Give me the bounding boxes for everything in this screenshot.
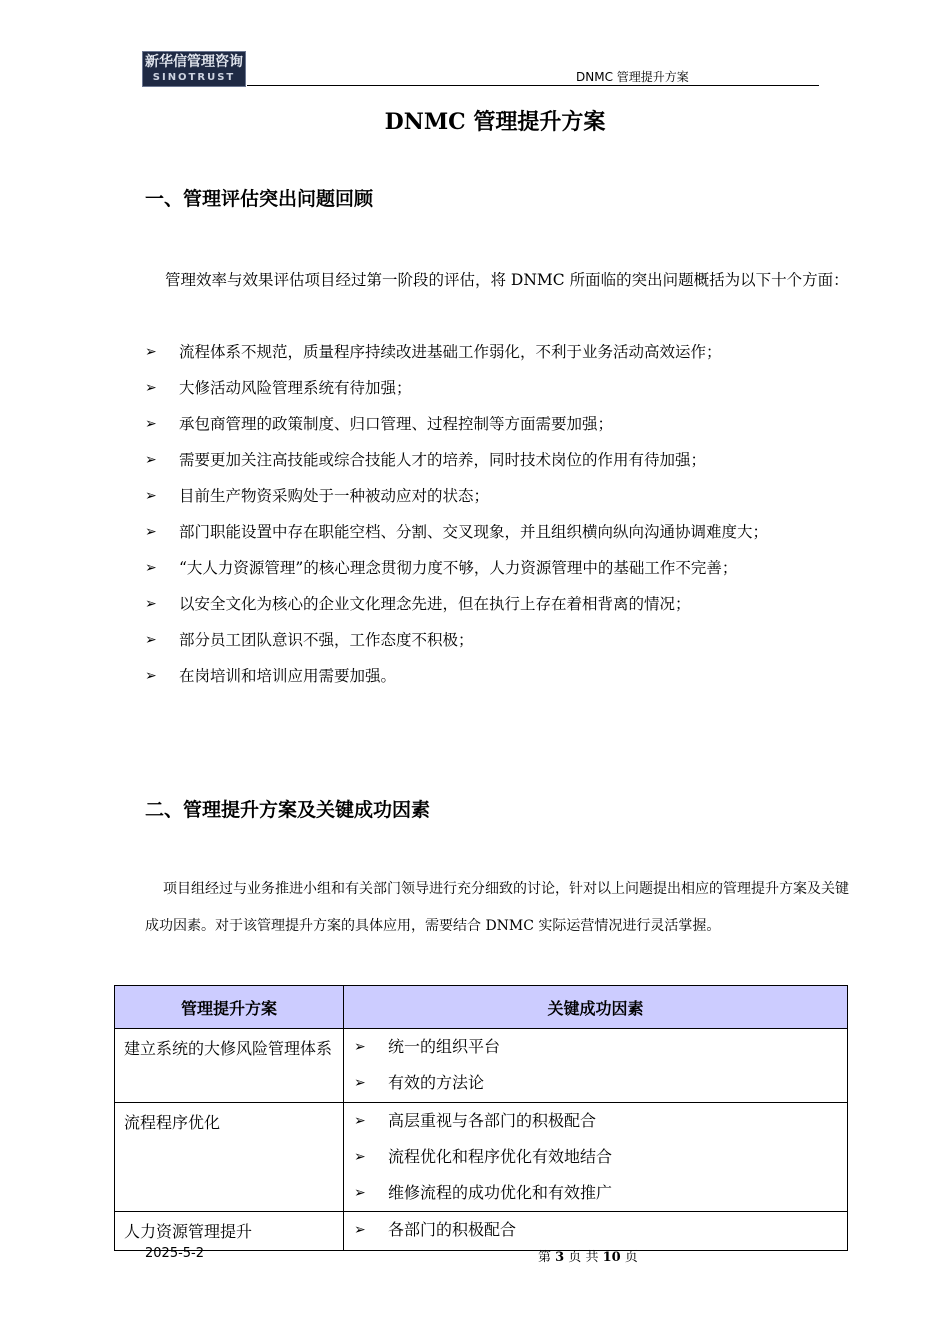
factor-item (354, 1029, 847, 1065)
factors-cell (344, 1029, 848, 1103)
problem-text: 在岗培训和培训应用需要加强。 (179, 667, 397, 685)
arrow-bullet-icon: ➢ (145, 524, 157, 540)
section2-intro: 项目组经过与业务推进小组和有关部门领导进行充分细致的讨论，针对以上问题提出相应的管理提升方案及关键成功因素。对于该管理提升方案的具体应用，需要结合 DNMC 实际运营情况进行灵活掌握。 (145, 881, 849, 934)
problem-list-item (145, 550, 853, 586)
arrow-bullet-icon: ➢ (145, 632, 157, 648)
plan-cell (115, 1103, 344, 1212)
section1-heading: 一、管理评估突出问题回顾 (145, 188, 374, 210)
problem-list-item (145, 658, 853, 694)
arrow-bullet-icon: ➢ (354, 1075, 366, 1091)
factor-item (354, 1065, 847, 1101)
problem-list-item (145, 514, 853, 550)
factor-list (344, 1103, 847, 1211)
footer-page-number (538, 1246, 638, 1265)
factor-text: 高层重视与各部门的积极配合 (388, 1111, 597, 1130)
arrow-bullet-icon: ➢ (145, 488, 157, 504)
running-title: DNMC 管理提升方案 (576, 70, 689, 84)
table-header-plan: 管理提升方案 (115, 986, 344, 1029)
problem-text: 需要更加关注高技能或综合技能人才的培养，同时技术岗位的作用有待加强； (179, 451, 707, 469)
arrow-bullet-icon: ➢ (354, 1113, 366, 1129)
page-prefix: 第 (538, 1250, 552, 1265)
problem-text: 部分员工团队意识不强，工作态度不积极； (179, 631, 474, 649)
problem-text: 大修活动风险管理系统有待加强； (179, 379, 412, 397)
factors-cell (344, 1103, 848, 1212)
problem-text: 部门职能设置中存在职能空档、分割、交叉现象，并且组织横向纵向沟通协调难度大； (179, 523, 769, 541)
page-total: 10 (602, 1250, 621, 1265)
section1-problem-list (145, 334, 853, 694)
factors-cell (344, 1212, 848, 1251)
document-title: DNMC 管理提升方案 (384, 109, 606, 135)
factor-text: 统一的组织平台 (388, 1037, 501, 1056)
arrow-bullet-icon: ➢ (145, 596, 157, 612)
factor-item (354, 1175, 847, 1211)
page-suffix: 页 (624, 1250, 638, 1265)
plan-factor-table (114, 985, 848, 1251)
arrow-bullet-icon: ➢ (145, 668, 157, 684)
plan-text: 建立系统的大修风险管理体系 (124, 1039, 333, 1058)
plan-cell (115, 1212, 344, 1251)
problem-text: 目前生产物资采购处于一种被动应对的状态； (179, 487, 490, 505)
factor-item (354, 1212, 847, 1248)
arrow-bullet-icon: ➢ (145, 560, 157, 576)
problem-text: “大人力资源管理”的核心理念贯彻力度不够，人力资源管理中的基础工作不完善； (179, 559, 738, 577)
table-row (115, 1029, 848, 1103)
factor-item (354, 1139, 847, 1175)
table-header-factors: 关键成功因素 (344, 986, 848, 1029)
problem-list-item (145, 406, 853, 442)
company-logo (142, 51, 246, 87)
arrow-bullet-icon: ➢ (354, 1149, 366, 1165)
section2-heading: 二、管理提升方案及关键成功因素 (145, 799, 431, 821)
page-current: 3 (555, 1250, 565, 1265)
page-middle: 页 共 (568, 1250, 599, 1265)
plan-cell (115, 1029, 344, 1103)
factor-text: 各部门的积极配合 (388, 1220, 517, 1239)
section1-intro: 管理效率与效果评估项目经过第一阶段的评估，将 DNMC 所面临的突出问题概括为以下十个方面： (165, 271, 849, 289)
arrow-bullet-icon: ➢ (354, 1222, 366, 1238)
logo-cn-text: 新华信管理咨询 (145, 54, 243, 70)
problem-list-item (145, 622, 853, 658)
factor-item (354, 1103, 847, 1139)
factor-text: 有效的方法论 (388, 1073, 485, 1092)
problem-list-item (145, 370, 853, 406)
arrow-bullet-icon: ➢ (354, 1185, 366, 1201)
factor-list (344, 1029, 847, 1101)
footer-date: 2025-5-2 (145, 1246, 205, 1261)
plan-text: 人力资源管理提升 (124, 1222, 253, 1241)
arrow-bullet-icon: ➢ (145, 452, 157, 468)
problem-list-item (145, 334, 853, 370)
problem-text: 承包商管理的政策制度、归口管理、过程控制等方面需要加强； (179, 415, 614, 433)
table-row (115, 1212, 848, 1251)
factor-list (344, 1212, 847, 1248)
problem-list-item (145, 442, 853, 478)
factor-text: 流程优化和程序优化有效地结合 (388, 1147, 613, 1166)
table-row (115, 1103, 848, 1212)
plan-text: 流程程序优化 (124, 1113, 221, 1132)
arrow-bullet-icon: ➢ (145, 380, 157, 396)
logo-en-text: SINOTRUST (152, 72, 236, 83)
problem-list-item (145, 586, 853, 622)
arrow-bullet-icon: ➢ (145, 416, 157, 432)
problem-list-item (145, 478, 853, 514)
problem-text: 流程体系不规范，质量程序持续改进基础工作弱化，不利于业务活动高效运作； (179, 343, 722, 361)
factor-text: 维修流程的成功优化和有效推广 (388, 1183, 613, 1202)
arrow-bullet-icon: ➢ (354, 1039, 366, 1055)
header-rule (247, 85, 819, 86)
problem-text: 以安全文化为核心的企业文化理念先进，但在执行上存在着相背离的情况； (179, 595, 691, 613)
table-header-row (115, 986, 848, 1029)
arrow-bullet-icon: ➢ (145, 344, 157, 360)
